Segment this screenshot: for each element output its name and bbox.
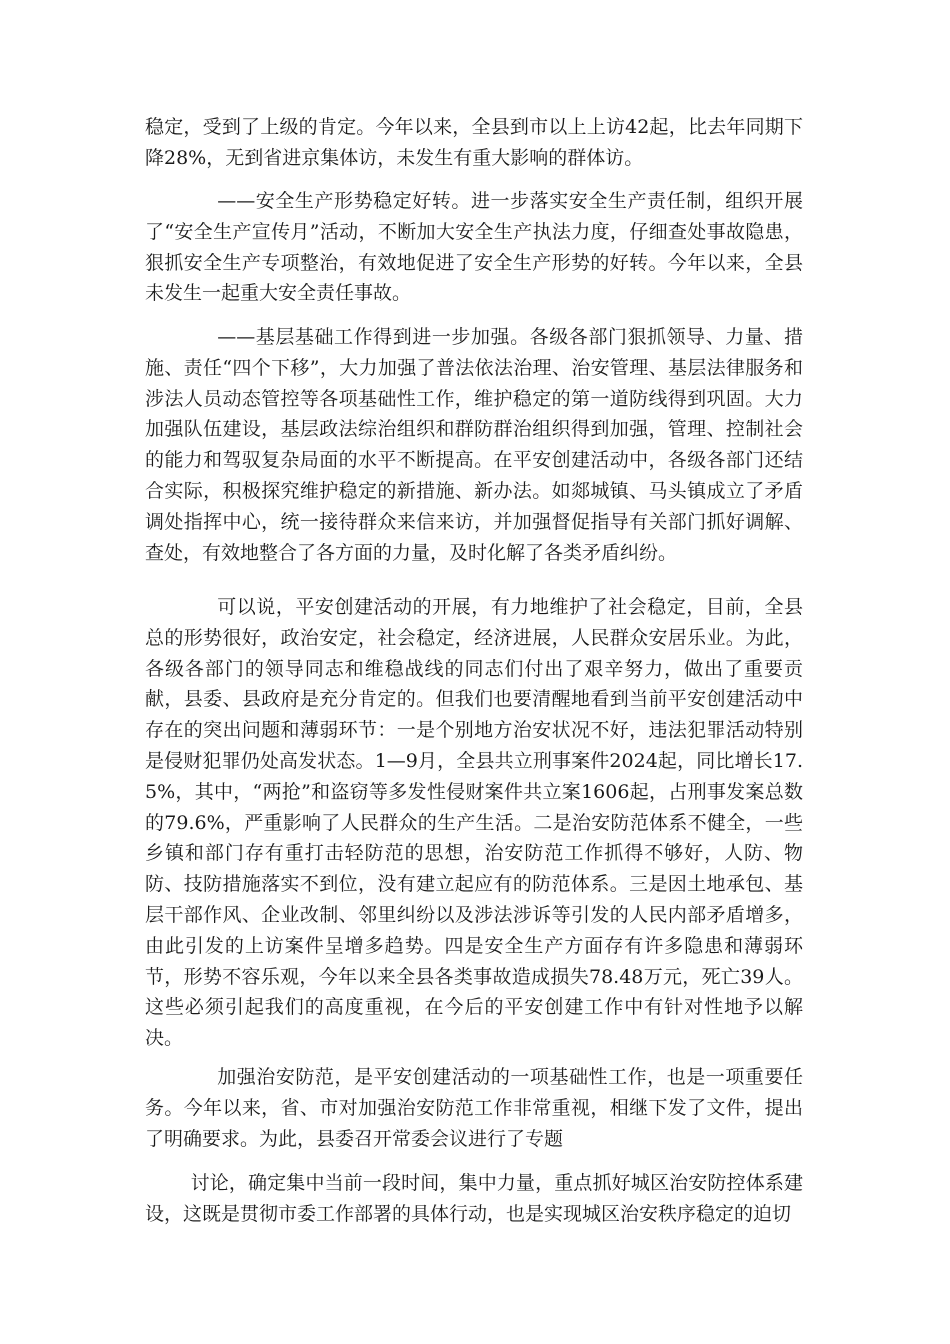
paragraph-overall-assessment: 可以说，平安创建活动的开展，有力地维护了社会稳定，目前，全县总的形势很好，政治安定，社会稳定，经济进展，人民群众安居乐业。为此，各级各部门的领导同志和维稳战线的同志们付出了艰辛努力，做出了重要贡献，县委、县政府是充分肯定的。但我们也要清醒地看到当前平安创建活动中存在的突出问题和薄弱环节：一是个别地方治安状况不好，违法犯罪活动特别是侵财犯罪仍处高发状态。1—9月，全县共立刑事案件2024起，同比增长17.5%，其中，“两抢”和盗窃等多发性侵财案件共立案1606起，占刑事发案总数的79.6%，严重影响了人民群众的生产生活。二是治安防范体系不健全，一些乡镇和部门存有重打击轻防范的思想，治安防范工作抓得不够好，人防、物防、技防措施落实不到位，没有建立起应有的防范体系。三是因土地承包、基层干部作风、企业改制、邻里纠纷以及涉法涉诉等引发的人民内部矛盾增多，由此引发的上访案件呈增多趋势。四是安全生产方面存有许多隐患和薄弱环节，形势不容乐观，今年以来全县各类事故造成损失78.48万元，死亡39人。这些必须引起我们的高度重视，在今后的平安创建工作中有针对性地予以解决。 [145,596,803,1050]
paragraph-stability-summary: 稳定，受到了上级的肯定。今年以来，全县到市以上上访42起，比去年同期下降28%，无到省进京集体访，未发生有重大影响的群体访。 [145,116,803,169]
paragraph-grassroots-work: ——基层基础工作得到进一步加强。各级各部门狠抓领导、力量、措施、责任“四个下移”，大力加强了普法依法治理、治安管理、基层法律服务和涉法人员动态管控等各项基础性工作，维护稳定的第一道防线得到巩固。大力加强队伍建设，基层政法综治组织和群防群治组织得到加强，管理、控制社会的能力和驾驭复杂局面的水平不断提高。在平安创建活动中，各级各部门还结合实际，积极探究维护稳定的新措施、新办法。如郯城镇、马头镇成立了矛盾调处指挥中心，统一接待群众来信来访，并加强督促指导有关部门抓好调解、查处，有效地整合了各方面的力量，及时化解了各类矛盾纠纷。 [145,326,803,564]
paragraph-work-safety: ——安全生产形势稳定好转。进一步落实安全生产责任制，组织开展了“安全生产宣传月”活动，不断加大安全生产执法力度，仔细查处事故隐患，狠抓安全生产专项整治，有效地促进了安全生产形势的好转。今年以来，全县未发生一起重大安全责任事故。 [145,190,803,305]
paragraph-continuation: 讨论，确定集中当前一段时间，集中力量，重点抓好城区治安防控体系建设，这既是贯彻市委工作部署的具体行动，也是实现城区治安秩序稳定的迫切 [145,1172,803,1225]
paragraph-security-prevention: 加强治安防范，是平安创建活动的一项基础性工作，也是一项重要任务。今年以来，省、市对加强治安防范工作非常重视，相继下发了文件，提出了明确要求。为此，县委召开常委会议进行了专题 [145,1066,803,1150]
